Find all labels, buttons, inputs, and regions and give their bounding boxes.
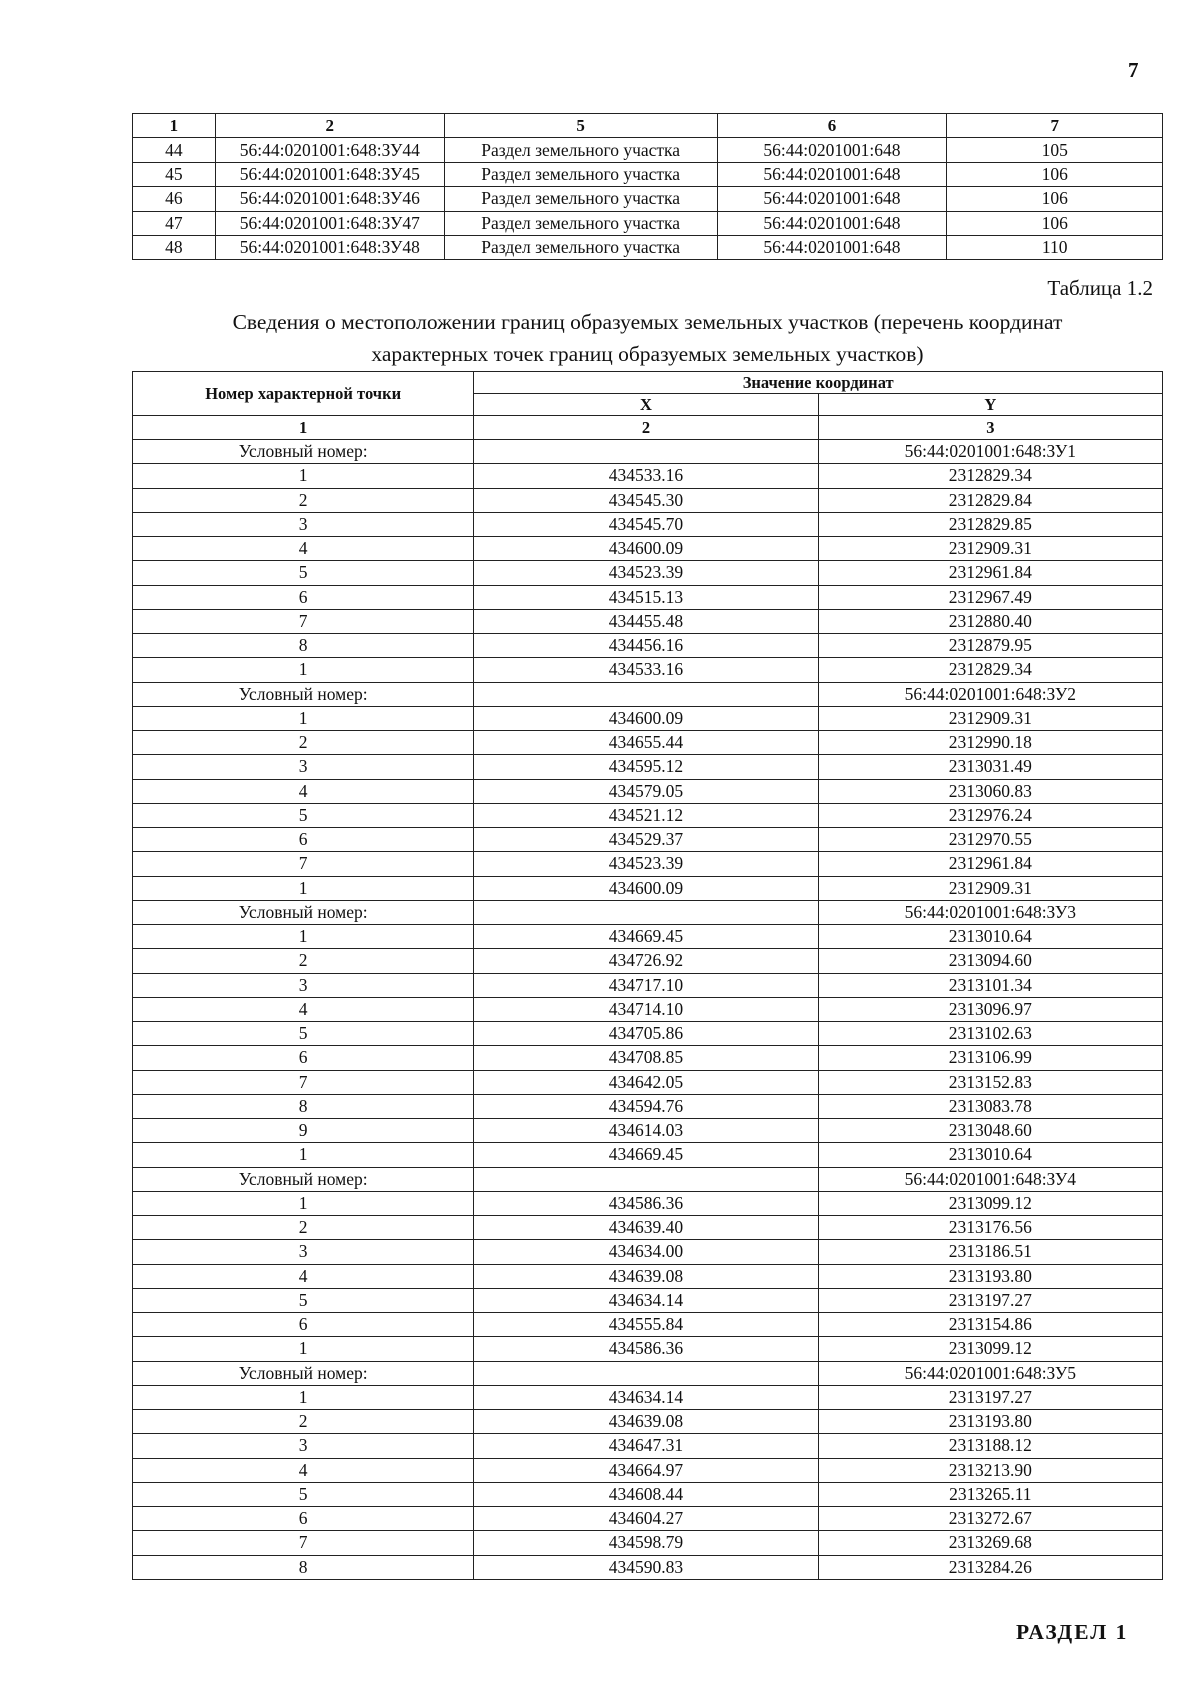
table-row bbox=[133, 1507, 1163, 1531]
table-cell: 434655.44 bbox=[474, 731, 818, 755]
table-cell: 434664.97 bbox=[474, 1458, 818, 1482]
table-cell: 110 bbox=[947, 235, 1163, 259]
column-number: 2 bbox=[474, 416, 818, 440]
x-header: X bbox=[474, 394, 818, 416]
table-row bbox=[133, 731, 1163, 755]
table-cell: 2313010.64 bbox=[818, 925, 1162, 949]
table-cell: 2313272.67 bbox=[818, 1507, 1162, 1531]
table-cell: 2313060.83 bbox=[818, 779, 1162, 803]
table-cell: 4 bbox=[133, 1458, 474, 1482]
table-cell: 2313102.63 bbox=[818, 1022, 1162, 1046]
table-header-row bbox=[133, 114, 1163, 138]
table-row bbox=[133, 609, 1163, 633]
table-row bbox=[133, 1191, 1163, 1215]
table-cell: 5 bbox=[133, 803, 474, 827]
page-number: 7 bbox=[1128, 58, 1139, 82]
table-cell: 8 bbox=[133, 1094, 474, 1118]
table-cell bbox=[474, 682, 818, 706]
table-cell: 2313197.27 bbox=[818, 1385, 1162, 1409]
table-row bbox=[133, 997, 1163, 1021]
table-cell: 434604.27 bbox=[474, 1507, 818, 1531]
table-cell: 2313176.56 bbox=[818, 1216, 1162, 1240]
table-cell: 7 bbox=[133, 852, 474, 876]
table-cell: 1 bbox=[133, 464, 474, 488]
table-cell: 2312967.49 bbox=[818, 585, 1162, 609]
table-row bbox=[133, 1046, 1163, 1070]
table-cell: 434600.09 bbox=[474, 876, 818, 900]
table-cell: 434521.12 bbox=[474, 803, 818, 827]
section-footer: РАЗДЕЛ 1 bbox=[1016, 1620, 1129, 1644]
table-cell: 2313099.12 bbox=[818, 1337, 1162, 1361]
table-row bbox=[133, 488, 1163, 512]
coordinates-table bbox=[132, 371, 1163, 1580]
table-cell: Раздел земельного участка bbox=[444, 211, 717, 235]
table-cell: Условный номер: bbox=[133, 900, 474, 924]
table-cell: 1 bbox=[133, 1143, 474, 1167]
header-cell: 7 bbox=[947, 114, 1163, 138]
table-cell: 434579.05 bbox=[474, 779, 818, 803]
table-row bbox=[133, 852, 1163, 876]
table-row bbox=[133, 585, 1163, 609]
table-cell: 45 bbox=[133, 162, 216, 186]
table-cell: 5 bbox=[133, 561, 474, 585]
table-cell: 2313213.90 bbox=[818, 1458, 1162, 1482]
table-cell: 434586.36 bbox=[474, 1191, 818, 1215]
table-cell: 2312829.34 bbox=[818, 658, 1162, 682]
table-cell: 434639.40 bbox=[474, 1216, 818, 1240]
table-cell: 2313197.27 bbox=[818, 1288, 1162, 1312]
table-cell: 434647.31 bbox=[474, 1434, 818, 1458]
table-row bbox=[133, 755, 1163, 779]
table-row bbox=[133, 803, 1163, 827]
table-row bbox=[133, 779, 1163, 803]
table-row bbox=[133, 561, 1163, 585]
table-cell: 434515.13 bbox=[474, 585, 818, 609]
table-row bbox=[133, 900, 1163, 924]
y-header: Y bbox=[818, 394, 1162, 416]
table-cell: 2313094.60 bbox=[818, 949, 1162, 973]
table-cell: 1 bbox=[133, 658, 474, 682]
table-cell: 3 bbox=[133, 1240, 474, 1264]
table-cell: 8 bbox=[133, 1555, 474, 1579]
table-cell: Раздел земельного участка bbox=[444, 162, 717, 186]
table-cell: 2312976.24 bbox=[818, 803, 1162, 827]
table-row bbox=[133, 440, 1163, 464]
table-cell: 2312990.18 bbox=[818, 731, 1162, 755]
table-caption: Таблица 1.2 bbox=[1047, 276, 1153, 300]
table-cell: 2313265.11 bbox=[818, 1482, 1162, 1506]
table-row bbox=[133, 682, 1163, 706]
header-cell: 5 bbox=[444, 114, 717, 138]
table-cell: 434705.86 bbox=[474, 1022, 818, 1046]
table-cell: 2312970.55 bbox=[818, 828, 1162, 852]
table-cell: 46 bbox=[133, 187, 216, 211]
table-row bbox=[133, 1167, 1163, 1191]
table-row bbox=[133, 464, 1163, 488]
table-cell: 434642.05 bbox=[474, 1070, 818, 1094]
table-cell: 434608.44 bbox=[474, 1482, 818, 1506]
table-title-line: Сведения о местоположении границ образуемых земельных участков (перечень координат bbox=[232, 310, 1063, 334]
table-cell: 6 bbox=[133, 1507, 474, 1531]
table-cell: 2312961.84 bbox=[818, 561, 1162, 585]
table-row bbox=[133, 1313, 1163, 1337]
table-cell: 434669.45 bbox=[474, 925, 818, 949]
table-cell bbox=[474, 440, 818, 464]
table-row bbox=[133, 634, 1163, 658]
table-cell: 1 bbox=[133, 925, 474, 949]
table-cell: 2313101.34 bbox=[818, 973, 1162, 997]
table-row bbox=[133, 1531, 1163, 1555]
table-row bbox=[133, 1458, 1163, 1482]
table-cell: 2313154.86 bbox=[818, 1313, 1162, 1337]
table-cell: 56:44:0201001:648:ЗУ45 bbox=[215, 162, 444, 186]
table-cell: Раздел земельного участка bbox=[444, 138, 717, 162]
table-row bbox=[133, 658, 1163, 682]
table-cell: 3 bbox=[133, 512, 474, 536]
table-cell: 7 bbox=[133, 609, 474, 633]
table-cell: 56:44:0201001:648:ЗУ46 bbox=[215, 187, 444, 211]
header-cell: 1 bbox=[133, 114, 216, 138]
table-cell: 56:44:0201001:648 bbox=[717, 162, 947, 186]
table-row bbox=[133, 537, 1163, 561]
table-row bbox=[133, 1216, 1163, 1240]
table-cell: 2313083.78 bbox=[818, 1094, 1162, 1118]
point-number-header: Номер характерной точки bbox=[133, 372, 474, 416]
table-cell: 434523.39 bbox=[474, 852, 818, 876]
table-row bbox=[133, 187, 1163, 211]
table-cell: 3 bbox=[133, 973, 474, 997]
table-cell: 434600.09 bbox=[474, 706, 818, 730]
coordinates-header: Значение координат bbox=[474, 372, 1163, 394]
table-row bbox=[133, 1240, 1163, 1264]
table-cell: 105 bbox=[947, 138, 1163, 162]
table-cell: 2313010.64 bbox=[818, 1143, 1162, 1167]
header-cell: 2 bbox=[215, 114, 444, 138]
table-header-row bbox=[133, 372, 1163, 394]
table-cell: 6 bbox=[133, 828, 474, 852]
table-cell: 44 bbox=[133, 138, 216, 162]
table-row bbox=[133, 1385, 1163, 1409]
table-row bbox=[133, 973, 1163, 997]
table-cell: 56:44:0201001:648:ЗУ48 bbox=[215, 235, 444, 259]
table-cell: 2313106.99 bbox=[818, 1046, 1162, 1070]
table-cell: 434598.79 bbox=[474, 1531, 818, 1555]
table-cell: 434533.16 bbox=[474, 464, 818, 488]
table-row bbox=[133, 512, 1163, 536]
table-cell: 2 bbox=[133, 949, 474, 973]
table-cell: 2 bbox=[133, 731, 474, 755]
table-cell: 2313031.49 bbox=[818, 755, 1162, 779]
header-cell: 6 bbox=[717, 114, 947, 138]
table-cell: 434594.76 bbox=[474, 1094, 818, 1118]
table-row bbox=[133, 1555, 1163, 1579]
table-row bbox=[133, 1070, 1163, 1094]
table-cell: 434456.16 bbox=[474, 634, 818, 658]
table-cell: 56:44:0201001:648 bbox=[717, 187, 947, 211]
table-cell: 434669.45 bbox=[474, 1143, 818, 1167]
table-cell: 434639.08 bbox=[474, 1410, 818, 1434]
table-cell: 1 bbox=[133, 1191, 474, 1215]
table-row bbox=[133, 828, 1163, 852]
table-cell: 2312909.31 bbox=[818, 706, 1162, 730]
table-cell: 8 bbox=[133, 634, 474, 658]
table-cell: 6 bbox=[133, 1046, 474, 1070]
table-cell: 434634.14 bbox=[474, 1385, 818, 1409]
table-row bbox=[133, 1264, 1163, 1288]
table-cell: 2312829.84 bbox=[818, 488, 1162, 512]
table-cell: 6 bbox=[133, 1313, 474, 1337]
table-cell: 434586.36 bbox=[474, 1337, 818, 1361]
table-cell: 434523.39 bbox=[474, 561, 818, 585]
table-cell: 7 bbox=[133, 1070, 474, 1094]
table-cell: 434590.83 bbox=[474, 1555, 818, 1579]
table-cell: Условный номер: bbox=[133, 1361, 474, 1385]
table-cell: Условный номер: bbox=[133, 440, 474, 464]
table-cell: 2312961.84 bbox=[818, 852, 1162, 876]
table-cell: 1 bbox=[133, 706, 474, 730]
table-cell: 4 bbox=[133, 1264, 474, 1288]
table-cell: 2313284.26 bbox=[818, 1555, 1162, 1579]
table-row bbox=[133, 876, 1163, 900]
table-cell: 434595.12 bbox=[474, 755, 818, 779]
table-cell: 5 bbox=[133, 1482, 474, 1506]
table-row bbox=[133, 1337, 1163, 1361]
table-cell: 1 bbox=[133, 876, 474, 900]
table-cell: 434639.08 bbox=[474, 1264, 818, 1288]
table-cell: 434634.00 bbox=[474, 1240, 818, 1264]
table-cell: 5 bbox=[133, 1288, 474, 1312]
table-row bbox=[133, 211, 1163, 235]
table-cell: 434726.92 bbox=[474, 949, 818, 973]
table-cell: 434714.10 bbox=[474, 997, 818, 1021]
table-row bbox=[133, 1482, 1163, 1506]
table-cell: 2312909.31 bbox=[818, 537, 1162, 561]
table-cell: 7 bbox=[133, 1531, 474, 1555]
table-cell: 434545.70 bbox=[474, 512, 818, 536]
table-row bbox=[133, 949, 1163, 973]
table-cell: 56:44:0201001:648:ЗУ2 bbox=[818, 682, 1162, 706]
table-cell: 106 bbox=[947, 211, 1163, 235]
table-cell: 2313193.80 bbox=[818, 1264, 1162, 1288]
table-title-line: характерных точек границ образуемых земельных участков) bbox=[371, 342, 924, 366]
table-cell: 2313188.12 bbox=[818, 1434, 1162, 1458]
table-cell: 2312880.40 bbox=[818, 609, 1162, 633]
table-cell: 434545.30 bbox=[474, 488, 818, 512]
table-row bbox=[133, 925, 1163, 949]
table-cell: 2313193.80 bbox=[818, 1410, 1162, 1434]
table-row bbox=[133, 1143, 1163, 1167]
table-cell: 3 bbox=[133, 755, 474, 779]
table-cell: 5 bbox=[133, 1022, 474, 1046]
table-cell: 56:44:0201001:648:ЗУ4 bbox=[818, 1167, 1162, 1191]
table-cell: 4 bbox=[133, 997, 474, 1021]
table-cell: 4 bbox=[133, 779, 474, 803]
table-cell: 47 bbox=[133, 211, 216, 235]
table-title bbox=[132, 306, 1163, 370]
table-row bbox=[133, 1410, 1163, 1434]
table-row bbox=[133, 235, 1163, 259]
table-row bbox=[133, 1434, 1163, 1458]
table-cell: 56:44:0201001:648:ЗУ44 bbox=[215, 138, 444, 162]
table-cell: 106 bbox=[947, 187, 1163, 211]
table-cell: 2313099.12 bbox=[818, 1191, 1162, 1215]
table-cell: 2312829.85 bbox=[818, 512, 1162, 536]
table-cell: 2312829.34 bbox=[818, 464, 1162, 488]
table-row bbox=[133, 1119, 1163, 1143]
table-cell: 56:44:0201001:648:ЗУ3 bbox=[818, 900, 1162, 924]
table-cell: 56:44:0201001:648:ЗУ47 bbox=[215, 211, 444, 235]
table-cell: 1 bbox=[133, 1385, 474, 1409]
table-cell: 106 bbox=[947, 162, 1163, 186]
table-cell: Условный номер: bbox=[133, 1167, 474, 1191]
table-cell: 56:44:0201001:648:ЗУ5 bbox=[818, 1361, 1162, 1385]
table-cell: Раздел земельного участка bbox=[444, 235, 717, 259]
table-row bbox=[133, 1094, 1163, 1118]
table-cell: 2313096.97 bbox=[818, 997, 1162, 1021]
table-cell: 48 bbox=[133, 235, 216, 259]
table-row bbox=[133, 1288, 1163, 1312]
table-cell: 2313269.68 bbox=[818, 1531, 1162, 1555]
table-cell: 1 bbox=[133, 1337, 474, 1361]
table-cell: 434533.16 bbox=[474, 658, 818, 682]
table-cell: 434600.09 bbox=[474, 537, 818, 561]
table-cell bbox=[474, 1361, 818, 1385]
table-row bbox=[133, 1022, 1163, 1046]
table-cell: 2312909.31 bbox=[818, 876, 1162, 900]
table-row bbox=[133, 706, 1163, 730]
table-cell: Условный номер: bbox=[133, 682, 474, 706]
table-row bbox=[133, 1361, 1163, 1385]
land-plots-table bbox=[132, 113, 1163, 260]
column-number: 3 bbox=[818, 416, 1162, 440]
table-cell: 6 bbox=[133, 585, 474, 609]
table-cell: 434634.14 bbox=[474, 1288, 818, 1312]
table-cell: 56:44:0201001:648:ЗУ1 bbox=[818, 440, 1162, 464]
table-cell bbox=[474, 1167, 818, 1191]
table-cell: 434708.85 bbox=[474, 1046, 818, 1070]
table-cell: Раздел земельного участка bbox=[444, 187, 717, 211]
table-cell: 434614.03 bbox=[474, 1119, 818, 1143]
table-cell: 434717.10 bbox=[474, 973, 818, 997]
table-cell: 434529.37 bbox=[474, 828, 818, 852]
column-number-row bbox=[133, 416, 1163, 440]
table-cell: 2312879.95 bbox=[818, 634, 1162, 658]
table-cell: 56:44:0201001:648 bbox=[717, 235, 947, 259]
table-cell: 4 bbox=[133, 537, 474, 561]
table-cell bbox=[474, 900, 818, 924]
table-cell: 434455.48 bbox=[474, 609, 818, 633]
table-row bbox=[133, 138, 1163, 162]
table-cell: 56:44:0201001:648 bbox=[717, 211, 947, 235]
table-cell: 2313048.60 bbox=[818, 1119, 1162, 1143]
table-cell: 434555.84 bbox=[474, 1313, 818, 1337]
table-cell: 9 bbox=[133, 1119, 474, 1143]
table-row bbox=[133, 162, 1163, 186]
table-cell: 56:44:0201001:648 bbox=[717, 138, 947, 162]
table-cell: 2313152.83 bbox=[818, 1070, 1162, 1094]
table-cell: 2 bbox=[133, 1410, 474, 1434]
table-cell: 3 bbox=[133, 1434, 474, 1458]
table-cell: 2 bbox=[133, 488, 474, 512]
table-cell: 2313186.51 bbox=[818, 1240, 1162, 1264]
table-cell: 2 bbox=[133, 1216, 474, 1240]
column-number: 1 bbox=[133, 416, 474, 440]
